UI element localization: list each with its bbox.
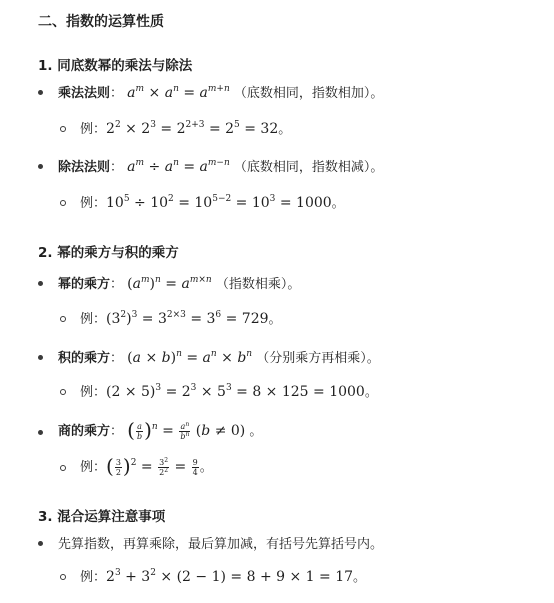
rule-power-of-quotient: 商的乘方： ( $\frac{a}{b}$ )$^n$ = $\frac{a^n}{b^n}$ (b ≠ 0) 。 (58, 418, 263, 442)
sub-bullet-circle (60, 200, 66, 206)
rule-mixed-operations: 先算指数，再算乘除，最后算加减，有括号先算括号内。 (58, 537, 384, 552)
sub-bullet-circle (60, 465, 66, 471)
bullet-dot (38, 90, 43, 95)
heading-2: 2. 幂的乘方与积的乘方 (38, 245, 179, 261)
rule-power-of-product: 积的乘方： $(a \times b)^n = a^n \times b^n$ （分别乘方再相乘）。 (58, 349, 380, 366)
rule-power-of-power: 幂的乘方： $(a^m)^n = a^{m\times n}$ （指数相乘）。 (58, 275, 301, 292)
bullet-dot (38, 541, 43, 546)
rule-label: 乘法法则 (58, 86, 111, 101)
bullet-dot (38, 164, 43, 169)
rule-note: （指数相乘）。 (215, 277, 301, 292)
rule-note: （分别乘方再相乘）。 (256, 351, 380, 366)
rule-note: 。 (249, 424, 263, 439)
sub-bullet-circle (60, 574, 66, 580)
rule-label: 除法法则 (58, 160, 111, 175)
rule-label: 幂的乘方 (58, 277, 111, 292)
example-power-of-quotient: 例：( $\frac{3}{2}$ )$^2$ = $\frac{3^2}{2^2}$ = $\frac{9}{4}$ 。 (80, 454, 213, 478)
example-power-of-product: 例：$(2 \times 5)^3 = 2^3 \times 5^3 = 8 \times 125 = 1000$。 (80, 383, 378, 400)
bullet-dot (38, 430, 43, 435)
formula: ( $\frac{a}{b}$ )$^n$ = $\frac{a^n}{b^n}$ (b ≠ 0) (127, 418, 246, 442)
sub-bullet-circle (60, 316, 66, 322)
formula: $a^m \times a^n = a^{m+n}$ (127, 84, 230, 101)
rule-multiplication: 乘法法则： $a^m \times a^n = a^{m+n}$ （底数相同，指数相加）。 (58, 84, 384, 101)
rule-label: 商的乘方 (58, 424, 111, 439)
formula: $a^m \div a^n = a^{m-n}$ (127, 158, 230, 175)
rule-note: （底数相同，指数相减）。 (233, 160, 384, 175)
bullet-dot (38, 355, 43, 360)
bullet-dot (38, 281, 43, 286)
sub-bullet-circle (60, 126, 66, 132)
example-mixed-operations: 例：$2^3 + 3^2 \times (2 - 1) = 8 + 9 \times 1 = 17$。 (80, 568, 367, 585)
rule-note: （底数相同，指数相加）。 (233, 86, 384, 101)
section-title: 二、指数的运算性质 (38, 14, 164, 30)
formula: $(a \times b)^n = a^n \times b^n$ (127, 349, 253, 366)
example-division: 例：$10^5 \div 10^2 = 10^{5-2} = 10^3 = 1000$。 (80, 194, 345, 211)
sub-bullet-circle (60, 389, 66, 395)
heading-1: 1. 同底数幂的乘法与除法 (38, 58, 193, 74)
rule-label: 积的乘方 (58, 351, 111, 366)
heading-3: 3. 混合运算注意事项 (38, 509, 166, 525)
example-power-of-power: 例：$(3^2)^3 = 3^{2\times 3} = 3^6 = 729$。 (80, 310, 282, 327)
formula: $(a^m)^n = a^{m\times n}$ (127, 275, 212, 292)
example-multiplication: 例：$2^2 \times 2^3 = 2^{2+3} = 2^5 = 32$。 (80, 120, 292, 137)
rule-division: 除法法则： $a^m \div a^n = a^{m-n}$ （底数相同，指数相减）。 (58, 158, 384, 175)
